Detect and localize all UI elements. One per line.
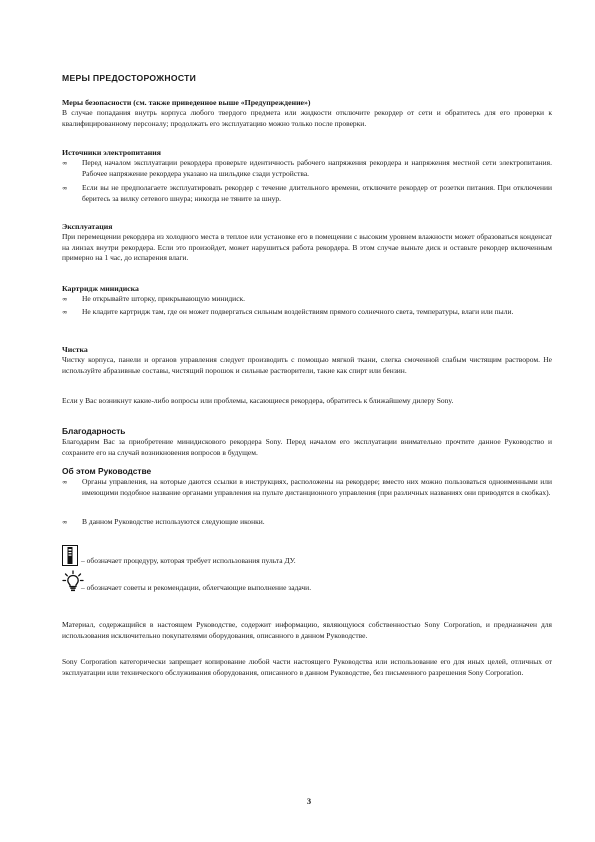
list-item-text: В данном Руководстве используются следующие иконки. bbox=[82, 517, 265, 526]
cleaning-text-2: Если у Вас возникнут какие-либо вопросы или проблемы, касающиеся рекордера, обратитесь к ближайшему дилеру Sony. bbox=[62, 396, 454, 405]
thanks-heading: Благодарность bbox=[62, 426, 126, 436]
list-item-text: Если вы не предполагаете эксплуатировать рекордер с течение длительного времени, отключите рекордер от розетки питания. При отключении беритесь за вилку сетевого шнура; никогда не тяните за шнур. bbox=[82, 183, 552, 203]
list-item bbox=[62, 294, 552, 305]
remote-control-icon bbox=[62, 545, 78, 569]
bullet-icon: ∞ bbox=[62, 159, 68, 167]
about-heading: Об этом Руководстве bbox=[62, 466, 152, 476]
list-item bbox=[62, 477, 552, 498]
bullet-icon: ∞ bbox=[62, 518, 68, 526]
operation-heading: Эксплуатация bbox=[62, 222, 113, 231]
list-item bbox=[62, 307, 552, 318]
thanks-text: Благодарим Вас за приобретение минидискового рекордера Sony. Перед началом его эксплуатации внимательно прочтите данное Руководство и сохраните его на случай возникновения вопросов в будущем. bbox=[62, 437, 552, 457]
bullet-icon: ∞ bbox=[62, 478, 68, 486]
bullet-icon: ∞ bbox=[62, 295, 68, 303]
tips-icon-text: – обозначает советы и рекомендации, облегчающие выполнение задачи. bbox=[81, 583, 312, 592]
operation-text: При перемещении рекордера из холодного места в теплое или установке его в помещении с высоким уровнем влажности может образоваться конденсат на линзах внутри рекордера. Если это произойдет, может нарушиться работа рекордера. В этом случае выньте диск и оставьте рекордер включенным примерно на 1 час, до испарения влаги. bbox=[62, 232, 552, 263]
legal-text-2: Sony Corporation категорически запрещает копирование любой части настоящего Руководства или использование его для иных целей, отличных от эксплуатации или технического обслуживания оборудования, описанного в данном Руководстве, без письменного разрешения Sony Corporation. bbox=[62, 657, 552, 677]
remote-icon-text: – обозначает процедуру, которая требует использования пульта ДУ. bbox=[81, 556, 296, 565]
list-item-text: Органы управления, на которые даются ссылки в инструкциях, расположены на рекордере; вместо них можно пользоваться одноименными или имеющими подобное название органами управления на пульте дистанционного управления (при различных названиях они приводятся в скобках). bbox=[82, 477, 552, 497]
list-item bbox=[62, 158, 552, 179]
cleaning-text: Чистку корпуса, панели и органов управления следует производить с помощью мягкой ткани, слегка смоченной слабым чистящим раствором. Не используйте абразивные составы, чистящий порошок и сильные растворители, такие как спирт или бензин. bbox=[62, 355, 552, 375]
list-item bbox=[62, 183, 552, 204]
list-item-text: Перед началом эксплуатации рекордера проверьте идентичность рабочего напряжения рекордера и напряжения местной сети электропитания. Рабочее напряжение рекордера указано на шильдике сзади устройства. bbox=[82, 158, 552, 178]
list-item-text: Не кладите картридж там, где он может подвергаться сильным воздействиям прямого солнечного света, температуры, влаги или пыли. bbox=[82, 307, 514, 316]
list-item-text: Не открывайте шторку, прикрывающую минидиск. bbox=[82, 294, 246, 303]
legal-text-1: Материал, содержащийся в настоящем Руководстве, содержит информацию, являющуюся собственностью Sony Corporation, и предназначен для использования исключительно покупателями оборудования, описанного в данном Руководстве. bbox=[62, 620, 552, 640]
page-number: 3 bbox=[306, 796, 312, 806]
cleaning-heading: Чистка bbox=[62, 345, 88, 354]
tips-icon-legend bbox=[62, 570, 542, 594]
cartridge-heading: Картридж минидиска bbox=[62, 284, 139, 293]
page-title: МЕРЫ ПРЕДОСТОРОЖНОСТИ bbox=[62, 73, 197, 83]
remote-icon-legend bbox=[62, 545, 542, 567]
bullet-icon: ∞ bbox=[62, 308, 68, 316]
power-heading: Источники электропитания bbox=[62, 148, 161, 157]
list-item bbox=[62, 517, 552, 528]
bullet-icon: ∞ bbox=[62, 184, 68, 192]
safety-text: В случае попадания внутрь корпуса любого твердого предмета или жидкости отключите рекордер от сети и обратитесь для его проверки к квалифицированному персоналу; продолжать его эксплуатацию можно только после проверки. bbox=[62, 108, 552, 128]
safety-heading: Меры безопасности (см. также приведенное выше «Предупреждение») bbox=[62, 98, 311, 107]
